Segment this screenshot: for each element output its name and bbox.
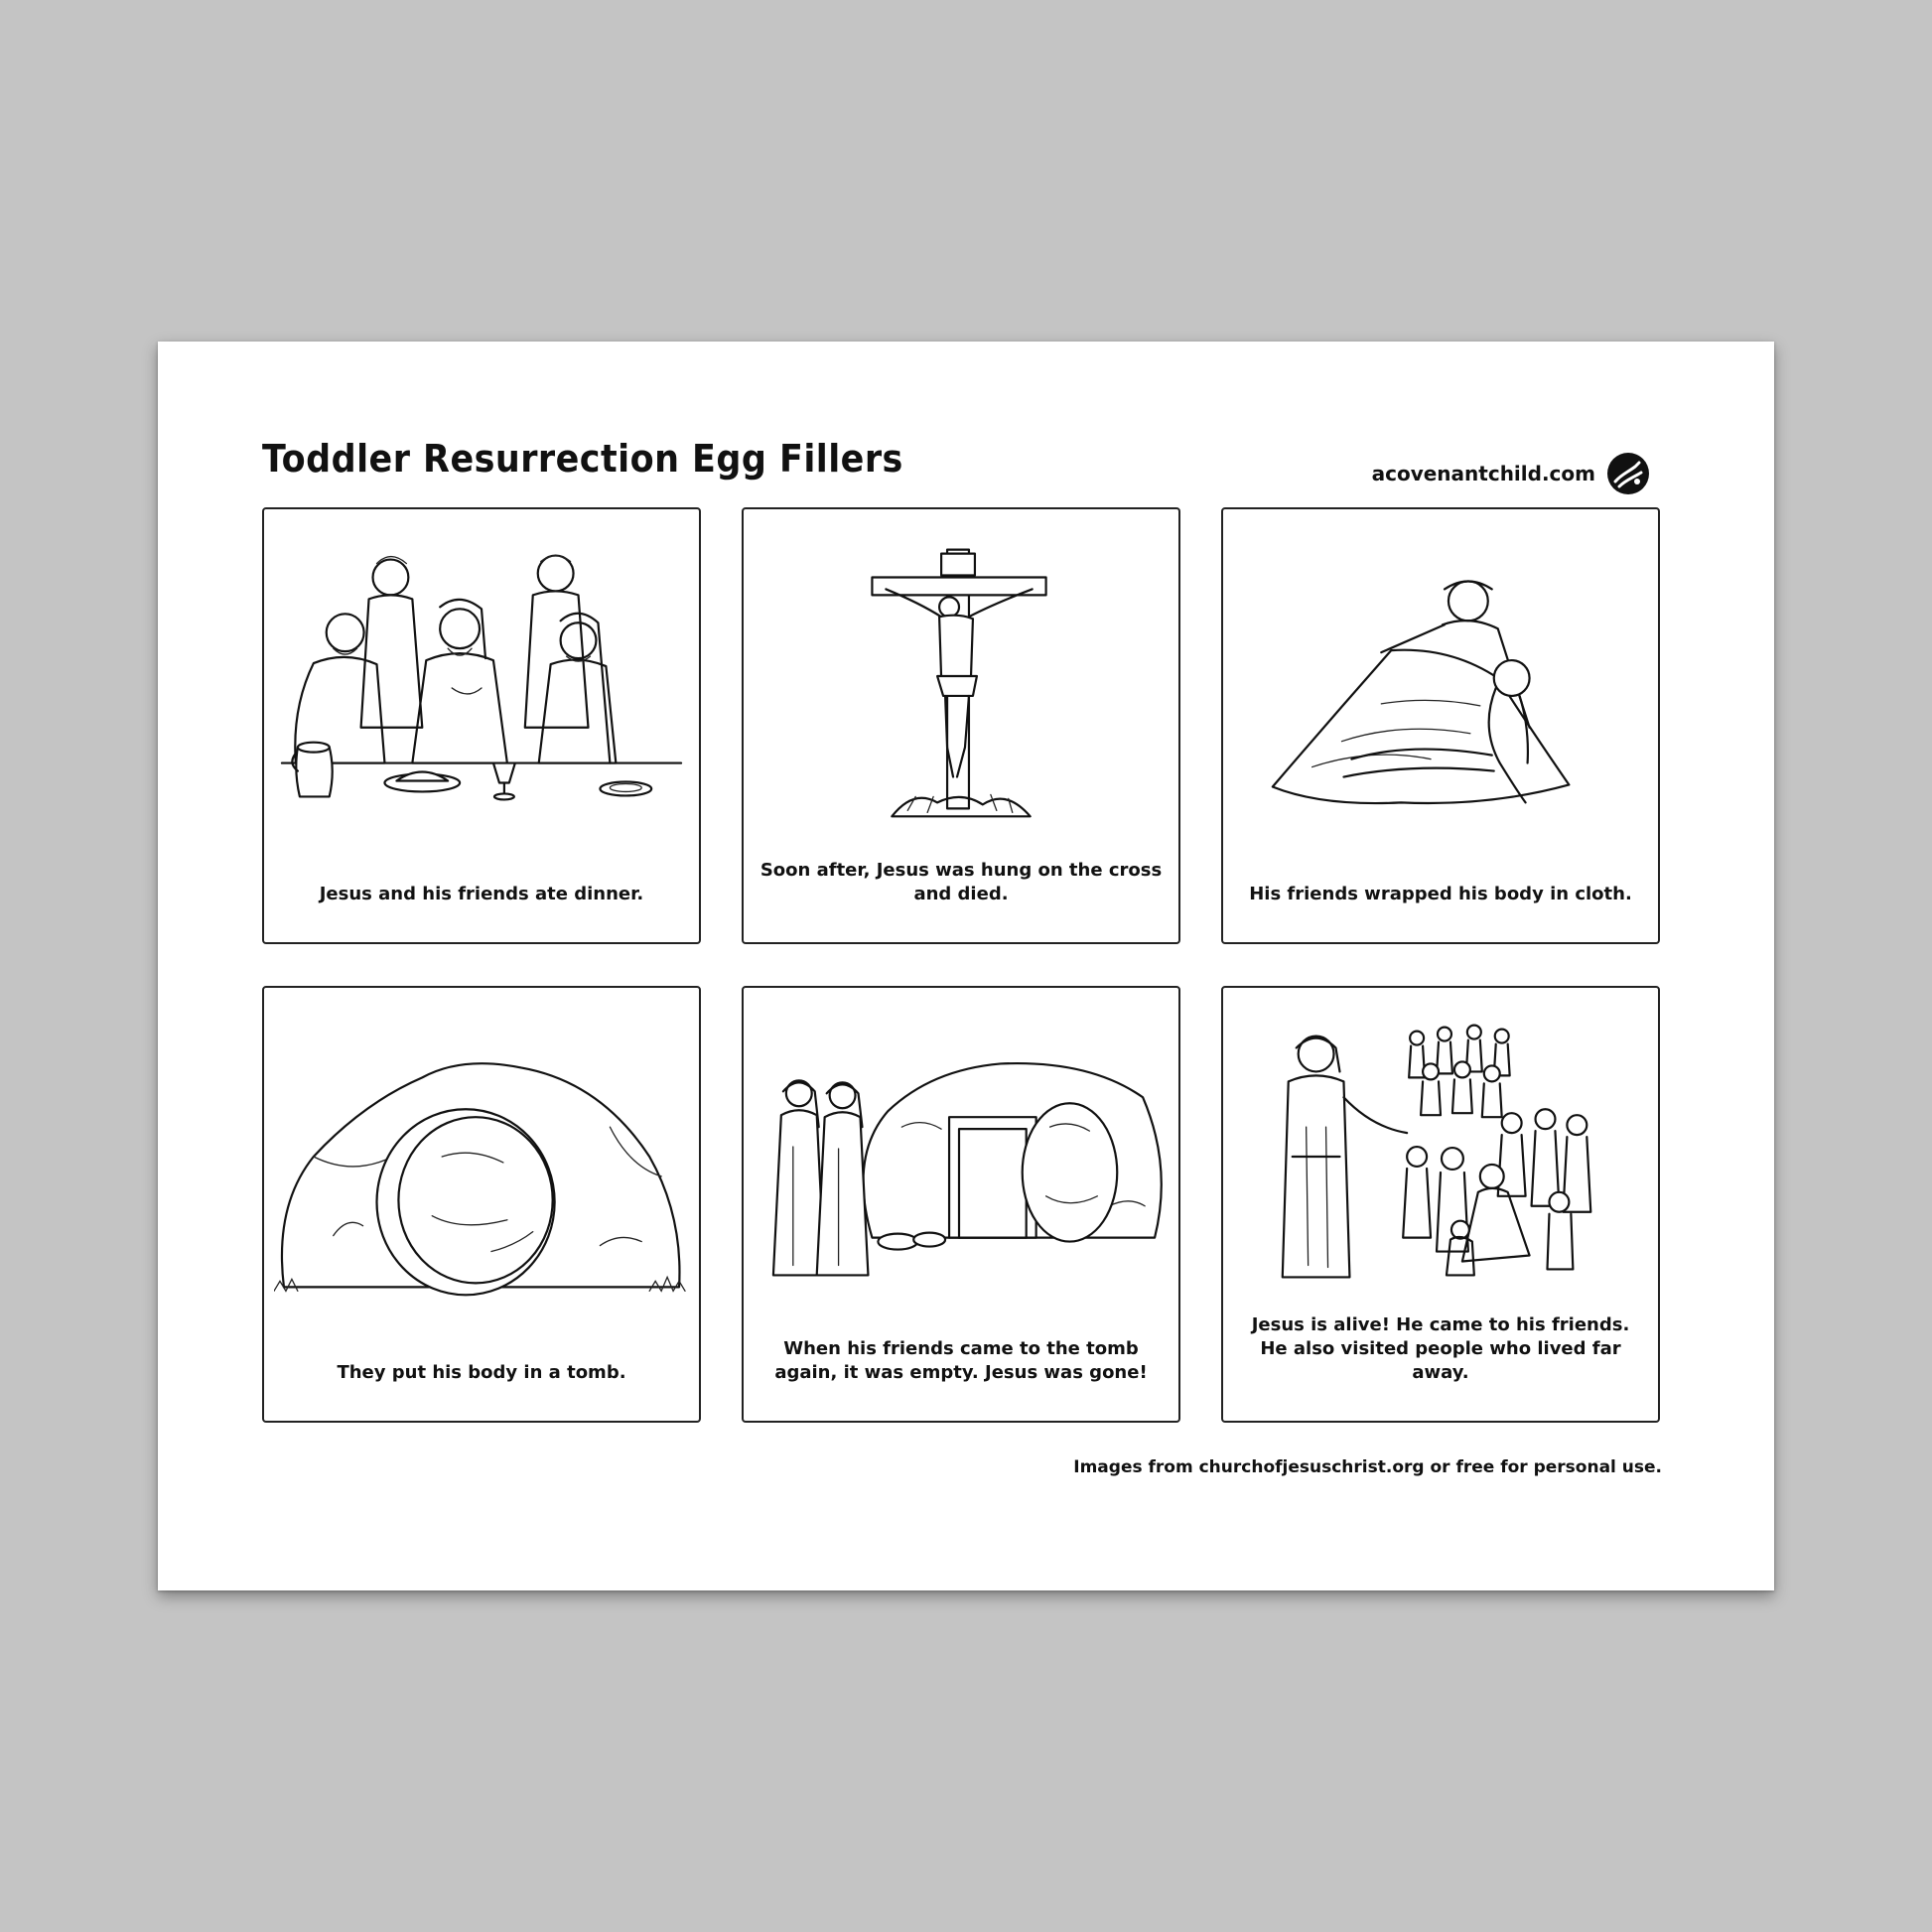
brand-url: acovenantchild.com (1371, 462, 1595, 485)
card-caption: When his friends came to the tomb again, it was empty. Jesus was gone! (774, 1338, 1148, 1383)
card-last-supper (262, 507, 701, 944)
worksheet-page (158, 342, 1774, 1590)
page-title: Toddler Resurrection Egg Fillers (262, 437, 903, 481)
card-caption: His friends wrapped his body in cloth. (1249, 884, 1632, 904)
crucifixion-illustration (754, 529, 1169, 827)
empty-tomb-illustration (754, 1008, 1169, 1306)
card-caption: Jesus and his friends ate dinner. (319, 884, 644, 904)
brand-logo-icon (1605, 451, 1651, 496)
card-empty-tomb (742, 986, 1180, 1423)
body-in-cloth-illustration (1233, 529, 1648, 827)
card-body-in-cloth (1221, 507, 1660, 944)
image-credit: Images from churchofjesuschrist.org or free for personal use. (1073, 1457, 1662, 1477)
card-caption: Jesus is alive! He came to his friends. He also visited people who lived far away. (1251, 1314, 1630, 1383)
brand (1372, 451, 1651, 496)
card-risen-jesus (1221, 986, 1660, 1423)
card-caption: They put his body in a tomb. (337, 1362, 626, 1383)
card-crucifixion (742, 507, 1180, 944)
card-caption: Soon after, Jesus was hung on the cross and died. (759, 860, 1163, 904)
last-supper-illustration (274, 529, 689, 827)
risen-jesus-illustration (1233, 1008, 1648, 1306)
sealed-tomb-illustration (274, 1008, 689, 1306)
card-sealed-tomb (262, 986, 701, 1423)
